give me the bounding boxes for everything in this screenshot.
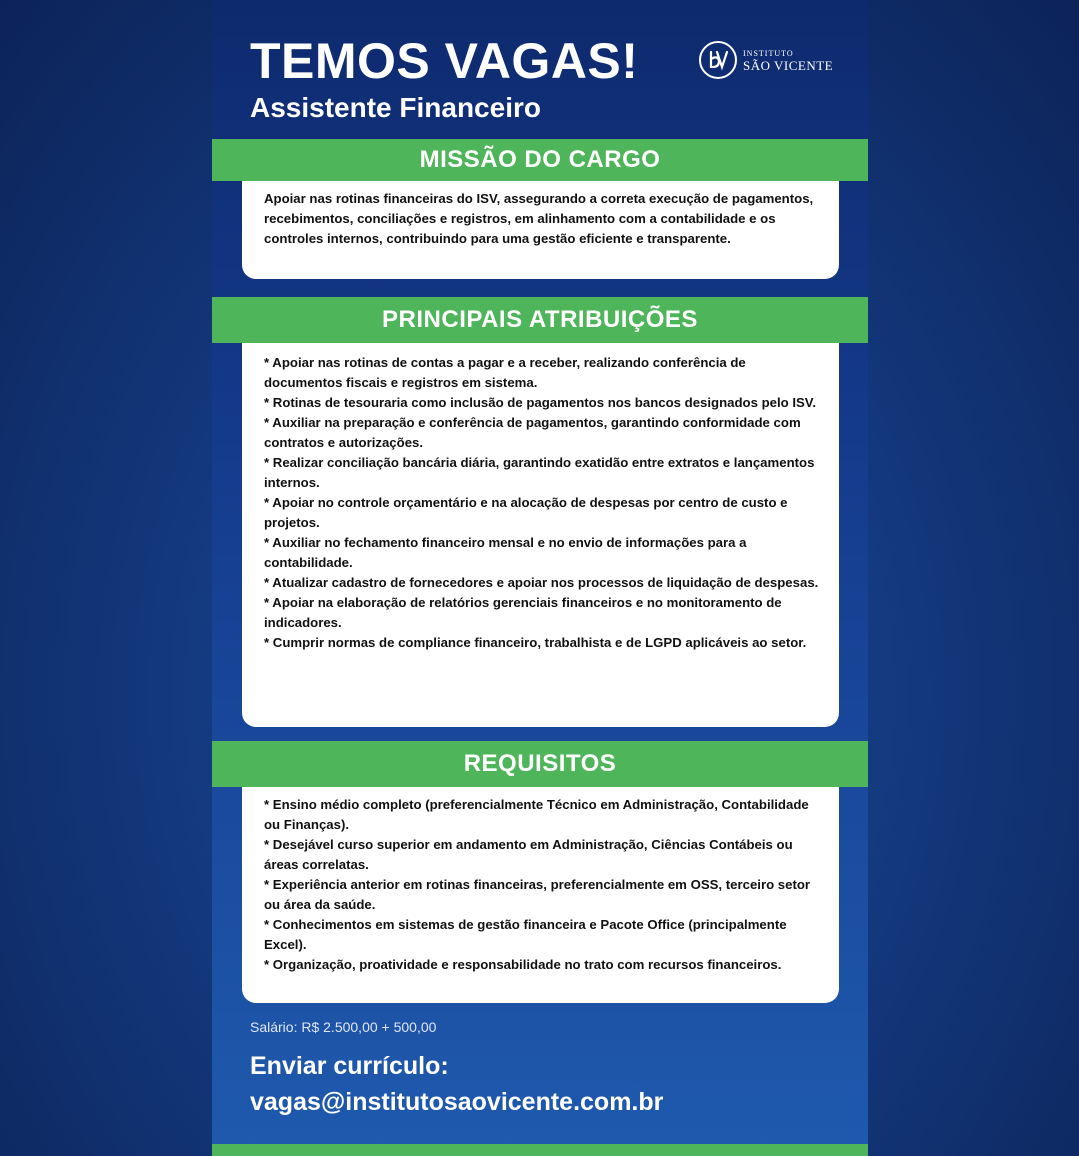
job-title: Assistente Financeiro	[250, 92, 541, 123]
institute-logo	[699, 38, 849, 82]
logo-line-2: SÃO VICENTE	[743, 58, 834, 73]
requirement-item: * Experiência anterior em rotinas financeiras, preferencialmente em OSS, terceiro setor ou área da saúde.	[264, 877, 811, 912]
send-cv-label: Enviar currículo:	[250, 1052, 449, 1080]
headline: TEMOS VAGAS!	[250, 33, 639, 89]
duty-item: * Realizar conciliação bancária diária, garantindo exatidão entre extratos e lançamentos internos.	[264, 455, 815, 490]
isv-monogram-icon	[699, 41, 737, 79]
contact-email[interactable]: vagas@institutosaovicente.com.br	[250, 1088, 664, 1116]
requirements-card	[242, 787, 839, 1003]
duty-item: * Auxiliar na preparação e conferência de pagamentos, garantindo conformidade com contratos e autorizações.	[264, 415, 801, 450]
duty-item: * Rotinas de tesouraria como inclusão de pagamentos nos bancos designados pelo ISV.	[264, 395, 817, 410]
requirement-item: * Conhecimentos em sistemas de gestão financeira e Pacote Office (principalmente Excel).	[264, 917, 787, 952]
logo-line-1: INSTITUTO	[743, 49, 794, 58]
duties-section-title: PRINCIPAIS ATRIBUIÇÕES	[212, 297, 868, 343]
duties-card	[242, 343, 839, 727]
bottom-accent-bar	[212, 1144, 868, 1156]
duty-item: * Cumprir normas de compliance financeiro, trabalhista e de LGPD aplicáveis ao setor.	[264, 635, 807, 650]
duty-item: * Apoiar no controle orçamentário e na alocação de despesas por centro de custo e projetos.	[264, 495, 788, 530]
requirement-item: * Desejável curso superior em andamento em Administração, Ciências Contábeis ou áreas correlatas.	[264, 837, 793, 872]
requirement-item: * Organização, proatividade e responsabilidade no trato com recursos financeiros.	[264, 957, 782, 972]
mission-section-title: MISSÃO DO CARGO	[212, 139, 868, 181]
mission-card	[242, 181, 839, 279]
duty-item: * Apoiar na elaboração de relatórios gerenciais financeiros e no monitoramento de indicadores.	[264, 595, 782, 630]
requirements-section-title: REQUISITOS	[212, 741, 868, 787]
duty-item: * Apoiar nas rotinas de contas a pagar e a receber, realizando conferência de documentos fiscais e registros em sistema.	[264, 355, 746, 390]
job-poster	[212, 0, 868, 1156]
mission-text: Apoiar nas rotinas financeiras do ISV, assegurando a correta execução de pagamentos, recebimentos, conciliações e registros, em alinhamento com a contabilidade e os controles internos, contribuindo para uma gestão eficiente e transparente.	[264, 191, 814, 246]
salary-info: Salário: R$ 2.500,00 + 500,00	[250, 1019, 437, 1035]
requirement-item: * Ensino médio completo (preferencialmente Técnico em Administração, Contabilidade ou Finanças).	[264, 797, 809, 832]
duty-item: * Auxiliar no fechamento financeiro mensal e no envio de informações para a contabilidade.	[264, 535, 747, 570]
duty-item: * Atualizar cadastro de fornecedores e apoiar nos processos de liquidação de despesas.	[264, 575, 819, 590]
